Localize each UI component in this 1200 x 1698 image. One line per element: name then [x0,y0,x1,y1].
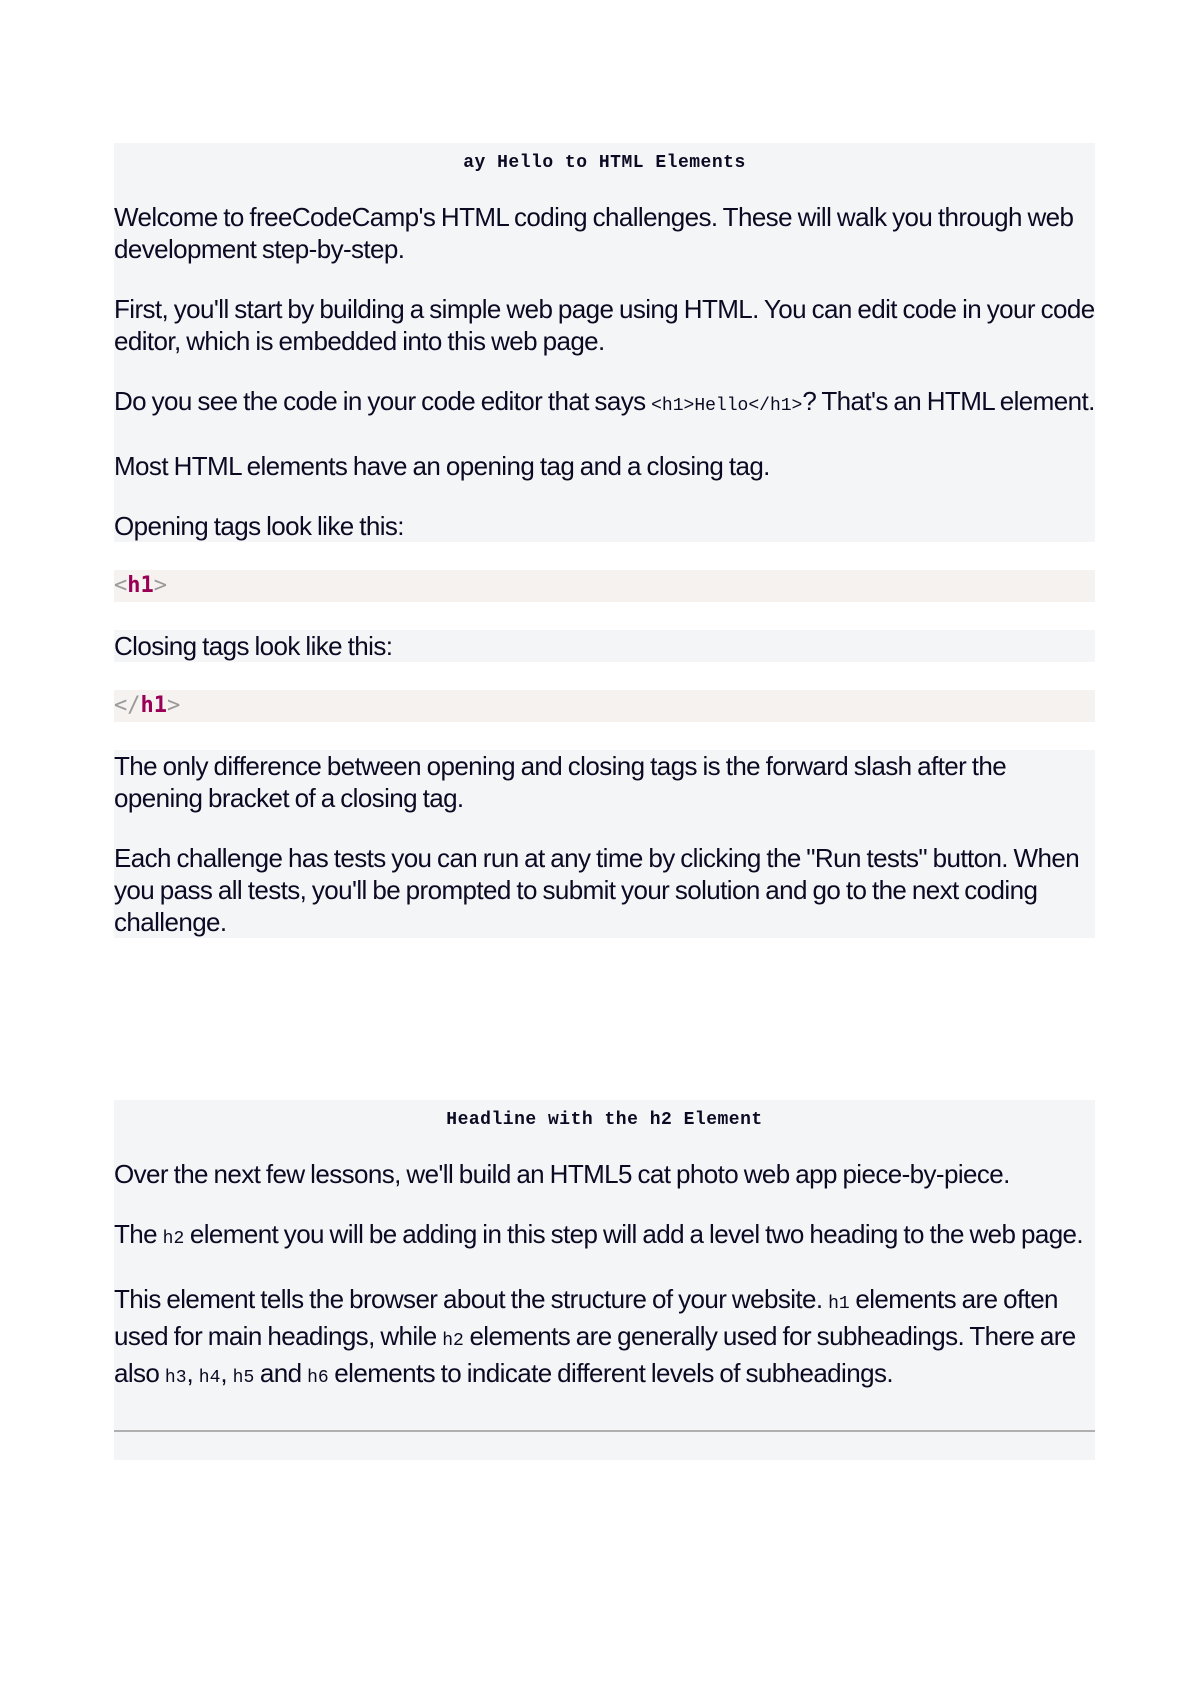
paragraph-code-editor [114,385,1095,422]
inline-code-h1-hello: <h1>Hello</h1> [651,396,803,416]
challenge-2-title: Headline with the h2 Element [446,1110,763,1130]
inline-code-h1: h1 [828,1294,850,1314]
paragraph-structure-text: and [254,1358,308,1388]
paragraph-h2-text: The [114,1219,163,1249]
inline-code-h2: h2 [442,1331,464,1351]
code-block-closing-tag [114,690,1095,722]
paragraph-structure-separator: , [186,1358,199,1388]
paragraph-structure-text: elements are often used for main headings, while [114,1284,1058,1351]
paragraph-first-steps: First, you'll start by building a simple web page using HTML. You can edit code in your code editor, which is embedded into this web page. [114,294,1095,356]
code-tag-name: h1 [127,573,154,598]
paragraph-code-editor-text: Do you see the code in your code editor that says [114,386,652,416]
code-block-opening-tag [114,570,1095,602]
challenge-2 [114,1100,1095,1460]
code-tag-name: h1 [140,693,167,718]
inline-code-h6: h6 [307,1368,329,1388]
code-punctuation: </ [114,693,141,718]
inline-code-h2: h2 [162,1229,185,1249]
paragraph-run-tests: Each challenge has tests you can run at any time by clicking the "Run tests" button. When you pass all tests, you'll be prompted to submit your solution and go to the next coding challenge. [114,843,1080,937]
inline-code-h5: h5 [232,1368,255,1388]
inline-code-h3: h3 [164,1368,187,1388]
challenge-1-title: ay Hello to HTML Elements [463,153,746,173]
paragraph-structure-separator: , [220,1358,233,1388]
code-punctuation: > [167,693,181,718]
horizontal-divider [114,1430,1095,1460]
paragraph-structure-text-end: elements to indicate different levels of subheadings. [328,1358,893,1388]
paragraph-difference: The only difference between opening and closing tags is the forward slash after the opening bracket of a closing tag. [114,751,1007,813]
paragraph-closing-tags: Closing tags look like this: [114,631,393,661]
paragraph-code-editor-text-end: ? That's an HTML element. [802,386,1095,416]
inline-code-h4: h4 [198,1368,221,1388]
code-punctuation: > [153,573,167,598]
code-punctuation: < [114,573,128,598]
paragraph-h2-element [114,1218,1095,1255]
paragraph-cat-photo-app: Over the next few lessons, we'll build an HTML5 cat photo web app piece-by-piece. [114,1159,1010,1189]
paragraph-structure [114,1283,1095,1394]
paragraph-h2-text-end: element you will be adding in this step will add a level two heading to the web page. [184,1219,1084,1249]
paragraph-welcome: Welcome to freeCodeCamp's HTML coding challenges. These will walk you through web development step-by-step. [114,202,1074,264]
paragraph-structure-text: elements are generally used for subheadings. There are also [114,1321,1076,1388]
paragraph-tags: Most HTML elements have an opening tag and a closing tag. [114,451,770,481]
paragraph-opening-tags: Opening tags look like this: [114,511,404,541]
challenge-1 [114,143,1095,938]
challenge-1-description [114,143,1095,542]
paragraph-structure-text: This element tells the browser about the structure of your website. [114,1284,829,1314]
